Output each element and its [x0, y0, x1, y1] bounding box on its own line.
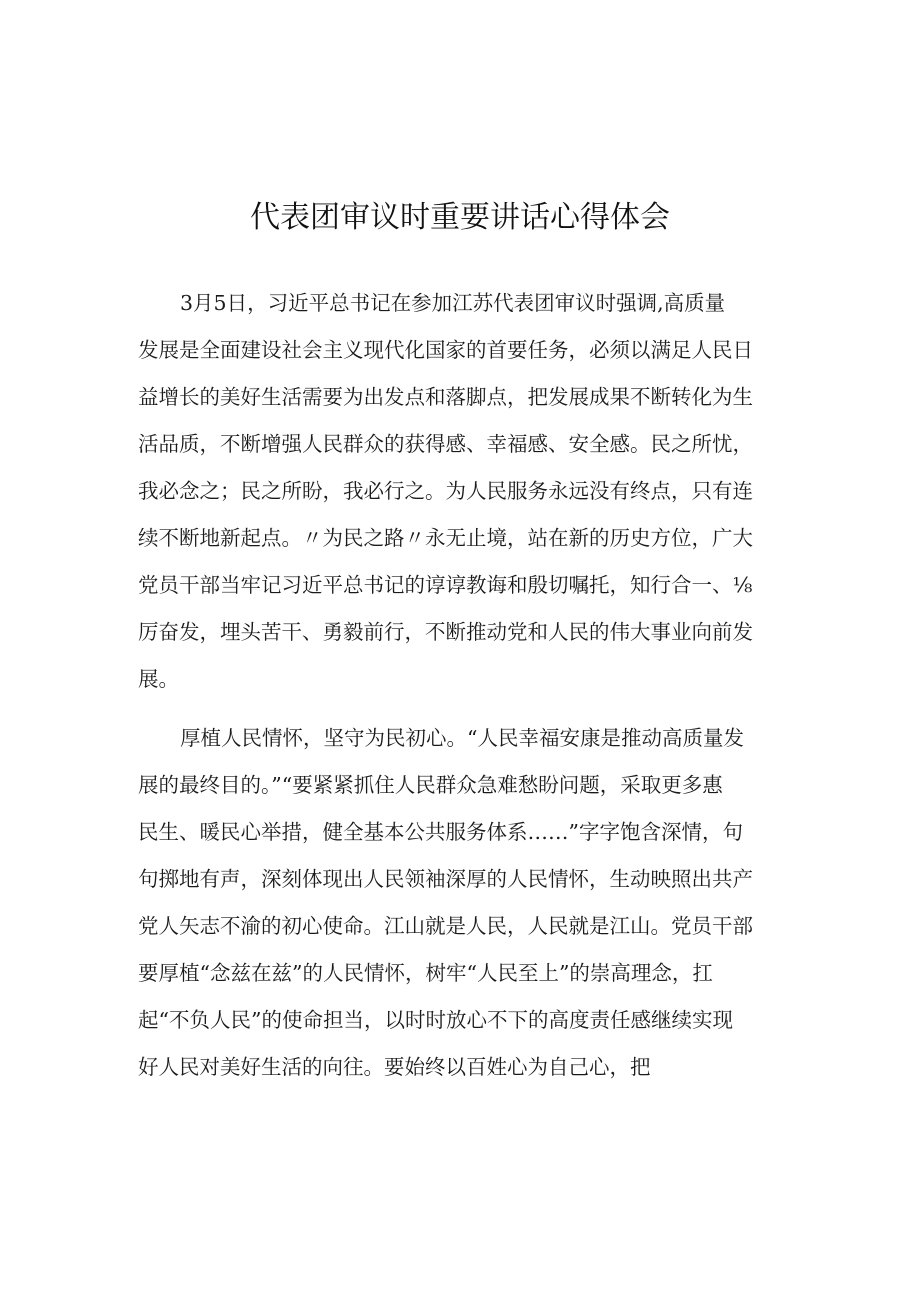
paragraph-2-line: 党人矢志不渝的初心使命。江山就是人民，人民就是江山。党员干部: [138, 914, 753, 938]
paragraph-1-line: 展。: [138, 667, 179, 691]
paragraph-1-line: 党员干部当牢记习近平总书记的谆谆教诲和殷切嘱托，知行合一、⅛: [138, 573, 753, 597]
paragraph-2-line: 要厚植“念兹在兹”的人民情怀，树牢“人民至上”的崇高理念，扛: [138, 961, 713, 985]
paragraph-1-line: 发展是全面建设社会主义现代化国家的首要任务，必须以满足人民日: [138, 338, 753, 362]
paragraph-2-line: 句掷地有声，深刻体现出人民领袖深厚的人民情怀，生动映照出共产: [138, 867, 753, 891]
paragraph-1-line: 厉奋发，埋头苦干、勇毅前行，不断推动党和人民的伟大事业向前发: [138, 620, 753, 644]
paragraph-2-line: 厚植人民情怀，坚守为民初心。“人民幸福安康是推动高质量发: [180, 726, 744, 750]
paragraph-2-line: 展的最终目的。”“要紧紧抓住人民群众急难愁盼问题，采取更多惠: [138, 773, 723, 797]
paragraph-1-line: 活品质，不断增强人民群众的获得感、幸福感、安全感。民之所忧，: [138, 432, 753, 456]
paragraph-1-line: 3月5日，习近平总书记在参加江苏代表团审议时强调,高质量: [180, 291, 726, 315]
paragraph-2-line: 民生、暖民心举措，健全基本公共服务体系……”字字饱含深情，句: [138, 820, 743, 844]
paragraph-1-line: 益增长的美好生活需要为出发点和落脚点，把发展成果不断转化为生: [138, 385, 753, 409]
paragraph-1-line: 续不断地新起点。〃为民之路〃永无止境，站在新的历史方位，广大: [138, 526, 753, 550]
document-title: 代表团审议时重要讲话心得体会: [250, 200, 670, 235]
paragraph-1-line: 我必念之；民之所盼，我必行之。为人民服务永远没有终点，只有连: [138, 479, 753, 503]
paragraph-2-line: 起“不负人民”的使命担当，以时时放心不下的高度责任感继续实现: [138, 1008, 733, 1032]
paragraph-2-line: 好人民对美好生活的向往。要始终以百姓心为自己心，把: [138, 1055, 651, 1079]
